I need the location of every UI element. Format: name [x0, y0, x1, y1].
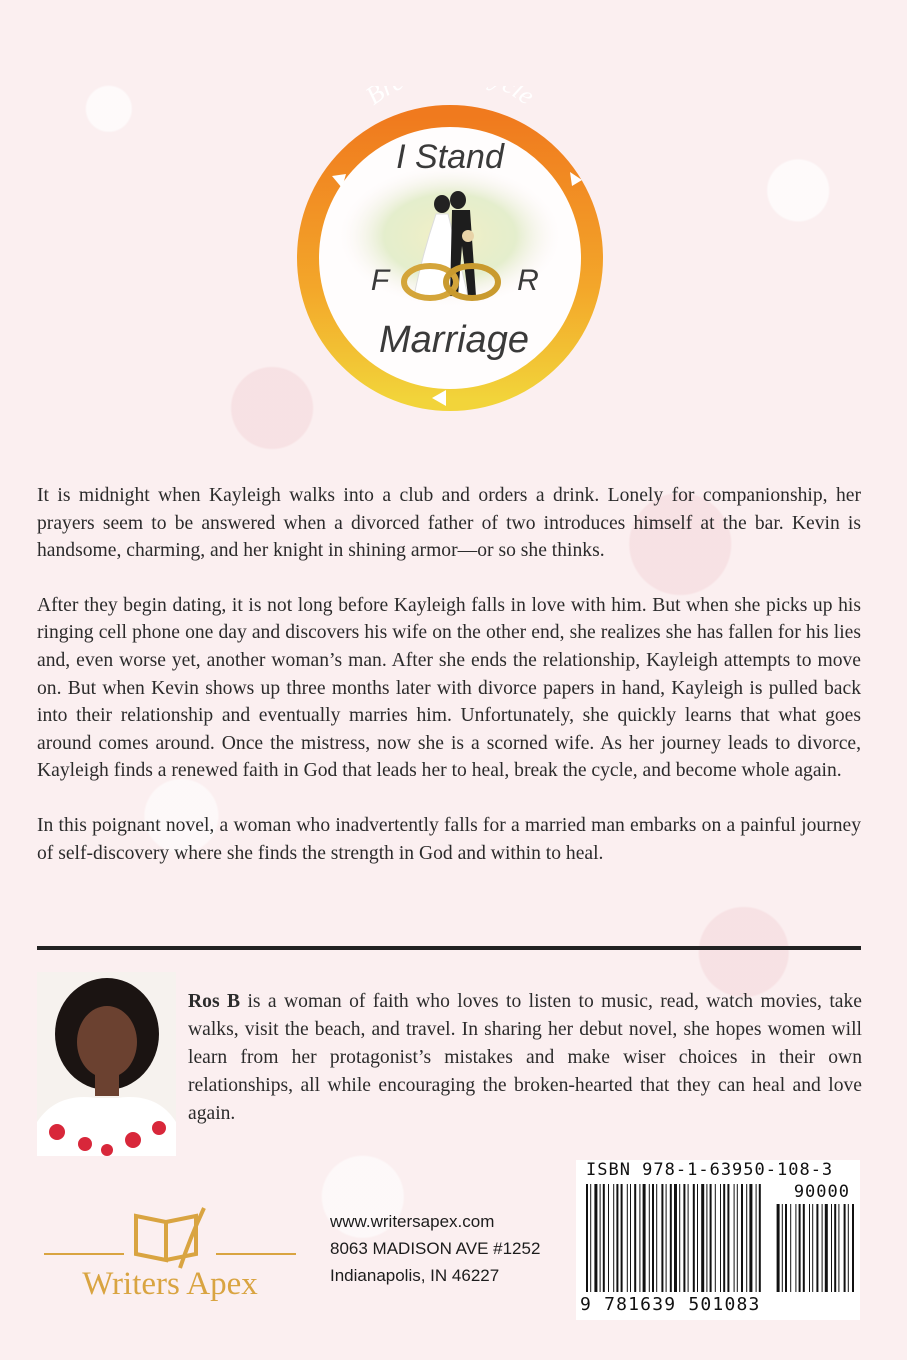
barcode-bar [613, 1184, 614, 1292]
emblem-line3: Marriage [379, 319, 529, 361]
description-paragraph-3: In this poignant novel, a woman who inadvertently falls for a married man embarks on a painful journey of self-discovery where she finds the strength in God and within to heal. [37, 814, 861, 864]
barcode-bar [679, 1184, 680, 1292]
barcode-bar [734, 1184, 735, 1292]
author-photo [37, 972, 176, 1156]
barcode-bar [616, 1184, 618, 1292]
barcode-bar [723, 1184, 725, 1292]
barcode-bar [649, 1184, 650, 1292]
publisher-city: Indianapolis, IN 46227 [330, 1266, 500, 1285]
barcode-addon-bar [822, 1204, 823, 1292]
isbn-label: ISBN 978-1-63950-108-3 [586, 1160, 834, 1180]
barcode-bar [720, 1184, 721, 1292]
author-bio [188, 988, 862, 1128]
barcode-addon-bar [844, 1204, 846, 1292]
barcode-addon-bar [838, 1204, 839, 1292]
isbn-digits: 9 781639 501083 [580, 1294, 761, 1315]
barcode-bar [701, 1184, 704, 1292]
barcode-bar [621, 1184, 623, 1292]
price-code: 90000 [793, 1182, 850, 1202]
barcode-addon-bar [825, 1204, 828, 1292]
barcode-bar [756, 1184, 757, 1292]
barcode-addon-bar [777, 1204, 780, 1292]
barcode-bar [639, 1184, 640, 1292]
barcode-addon-bar [816, 1204, 818, 1292]
barcode-addon-bar [785, 1204, 787, 1292]
barcode-bar [670, 1184, 672, 1292]
publisher-name: Writers Apex [82, 1266, 258, 1302]
publisher-website[interactable]: www.writersapex.com [330, 1212, 495, 1231]
barcode-addon-bar [852, 1204, 854, 1292]
barcode-addon-bar [834, 1204, 836, 1292]
barcode-addon-bar [803, 1204, 805, 1292]
barcode-addon-bar [790, 1204, 791, 1292]
author-bio-text: is a woman of faith who loves to listen to music, read, watch movies, take walks, visit the beach, and travel. In sharing her debut novel, she hopes women will learn from her protagonist’s mistakes and make wiser choices in their own relationships, all while encouraging the broken-hearted that they can heal and love again. [188, 991, 862, 1124]
barcode-bar [737, 1184, 738, 1292]
barcode-addon-bar [831, 1204, 832, 1292]
publisher-address [330, 1208, 540, 1289]
publisher-street: 8063 MADISON AVE #1252 [330, 1239, 541, 1258]
barcode-bar [741, 1184, 743, 1292]
barcode-bar [661, 1184, 663, 1292]
barcode-bar [590, 1184, 591, 1292]
barcode-bar [594, 1184, 597, 1292]
barcode-bar [749, 1184, 752, 1292]
barcode-addon-bar [799, 1204, 801, 1292]
emblem-line1: I Stand [396, 138, 504, 176]
barcode-bar [683, 1184, 685, 1292]
emblem-arc-text: Br le [360, 86, 541, 111]
emblem-letter-f: F [370, 264, 390, 297]
barcode-bar [643, 1184, 646, 1292]
author-name: Ros B [188, 991, 241, 1012]
barcode-addon-bar [782, 1204, 783, 1292]
emblem-letter-r: R [517, 264, 539, 297]
description-paragraph-2: After they begin dating, it is not long before Kayleigh falls in love with him. But when she picks up his ringing cell phone one day and discovers his wife on the other end, she realizes she has fallen for his lies and, even worse yet, another woman’s man. After she ends the relationship, Kayleigh attempts to move on. But when Kevin shows up three months later with divorce papers in hand, Kayleigh is pulled back into their relationship and eventually marries him. Unfortunately, she quickly learns that what goes around comes around. Once the mistress, now she is a scorned wife. As her journey leads to divorce, Kayleigh finds a renewed faith in God that leads her to heal, break the cycle, and become whole again. [37, 594, 861, 782]
barcode-bar [746, 1184, 747, 1292]
open-book-quill-icon [136, 1208, 204, 1268]
barcode-bar [688, 1184, 689, 1292]
barcode-bar [697, 1184, 698, 1292]
barcode-bar [630, 1184, 631, 1292]
barcode-bar [693, 1184, 695, 1292]
description-paragraph-1: It is midnight when Kayleigh walks into a club and orders a drink. Lonely for companionship, her prayers seem to be answered when a divorced father of two introduces himself at the bar. Kevin is handsome, charming, and her knight in shining armor—or so she thinks. [37, 485, 861, 562]
barcode-bar [674, 1184, 677, 1292]
divider [37, 946, 861, 950]
barcode-bar [666, 1184, 667, 1292]
barcode-addon-bar [809, 1204, 810, 1292]
barcode-bar [715, 1184, 716, 1292]
barcode-bar [706, 1184, 707, 1292]
i-stand-for-marriage-emblem [272, 86, 628, 426]
barcode-bar [634, 1184, 636, 1292]
book-description [37, 482, 861, 894]
barcode-bar [608, 1184, 609, 1292]
isbn-barcode [576, 1160, 860, 1320]
barcode-bar [727, 1184, 729, 1292]
barcode-bar [586, 1184, 588, 1292]
barcode-bar [710, 1184, 712, 1292]
barcode-bar [627, 1184, 628, 1292]
barcode-addon-bar [795, 1204, 796, 1292]
barcode-bar [656, 1184, 657, 1292]
barcode-bar [603, 1184, 605, 1292]
barcode-bar [759, 1184, 761, 1292]
barcode-bar [652, 1184, 654, 1292]
barcode-addon-bar [812, 1204, 813, 1292]
publisher-logo [40, 1198, 300, 1308]
barcode-bar [600, 1184, 601, 1292]
barcode-addon-bar [848, 1204, 849, 1292]
